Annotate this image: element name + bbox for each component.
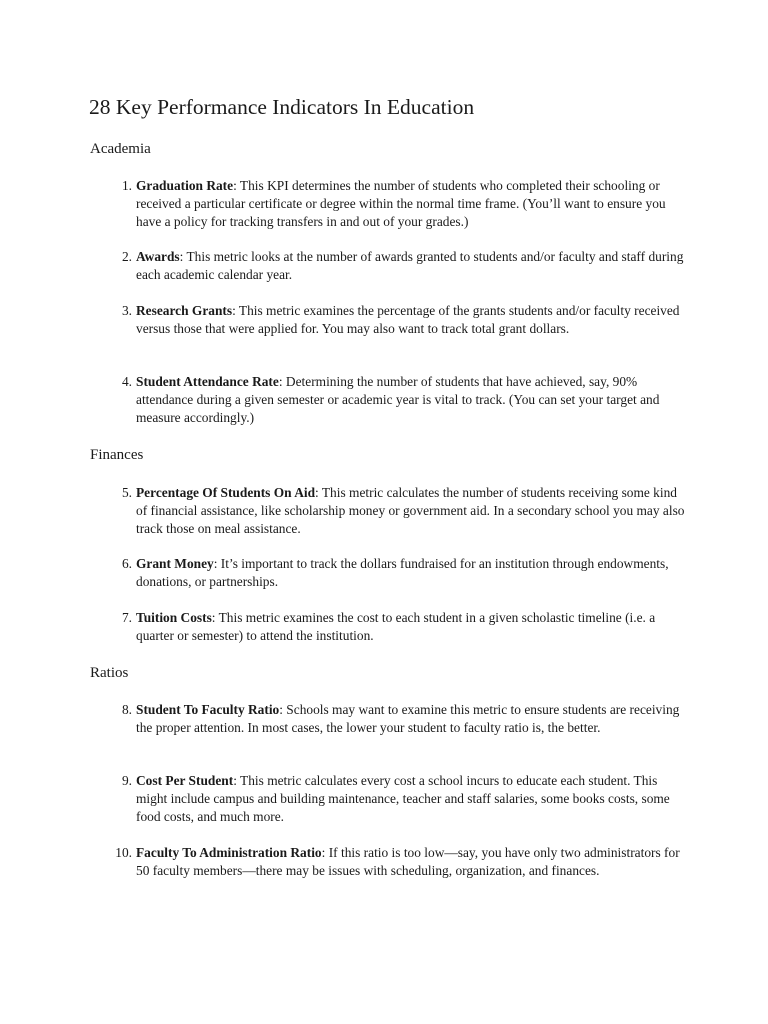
list-item-text (136, 844, 686, 880)
list-item-text (136, 701, 686, 737)
list-item-number: 7. (121, 610, 132, 625)
list-item-number: 1. (121, 178, 132, 193)
list-item (106, 248, 686, 284)
section-heading-finances: Finances (90, 447, 144, 463)
list-item-term: Research Grants (136, 303, 233, 318)
list-item (106, 177, 686, 231)
list-item-description: : Determining the number of students that have achieved, say, 90% attendance during a given semester or academic year is vital to track. (You can set your target and measure accordingly.) (136, 374, 660, 425)
list-item-term: Cost Per Student (136, 773, 234, 788)
list-item-term: Faculty To Administration Ratio (136, 845, 322, 860)
list-item-term: Student To Faculty Ratio (136, 702, 280, 717)
list-item-description: : This metric examines the cost to each student in a given scholastic timeline (i.e. a quarter or semester) to attend the institution. (136, 610, 656, 643)
list-item-text (136, 373, 686, 427)
list-item-text (136, 484, 686, 538)
list-item-number: 10. (115, 845, 132, 860)
list-item-term: Tuition Costs (136, 610, 212, 625)
list-item-description: : It’s important to track the dollars fundraised for an institution through endowments, donations, or partnerships. (136, 556, 669, 589)
list-item (106, 373, 686, 427)
list-item-number: 2. (121, 249, 132, 264)
list-item-description: : This metric calculates every cost a school incurs to educate each student. This might include campus and building maintenance, teacher and staff salaries, some books costs, some food costs, and much more. (136, 773, 670, 824)
section-heading-academia: Academia (90, 141, 151, 157)
list-item-description: : This metric examines the percentage of the grants students and/or faculty received versus those that were applied for. You may also want to track total grant dollars. (136, 303, 680, 336)
list-item (106, 609, 686, 645)
list-item-description: : This KPI determines the number of students who completed their schooling or received a particular certificate or degree within the normal time frame. (You’ll want to ensure you have a policy for tracking transfers in and out of your grades.) (136, 178, 666, 229)
list-item-description: : Schools may want to examine this metric to ensure students are receiving the proper attention. In most cases, the lower your student to faculty ratio is, the better. (136, 702, 680, 735)
list-item-text (136, 555, 686, 591)
list-item-number: 8. (121, 702, 132, 717)
section-heading-ratios: Ratios (90, 665, 129, 681)
list-item (106, 555, 686, 591)
list-item-number: 3. (121, 303, 132, 318)
list-item-description: : This metric looks at the number of awards granted to students and/or faculty and staff during each academic calendar year. (136, 249, 684, 282)
list-item-term: Grant Money (136, 556, 214, 571)
list-item-text (136, 302, 686, 338)
list-item (106, 772, 686, 826)
list-item (106, 701, 686, 737)
list-item (106, 302, 686, 338)
list-item-description: : If this ratio is too low—say, you have only two administrators for 50 faculty members—there may be issues with scheduling, organization, and finances. (136, 845, 680, 878)
list-item-number: 4. (121, 374, 132, 389)
list-item-text (136, 248, 686, 284)
list-item-number: 5. (121, 485, 132, 500)
list-item-term: Graduation Rate (136, 178, 234, 193)
list-item-text (136, 177, 686, 231)
list-item-number: 9. (121, 773, 132, 788)
list-item-term: Student Attendance Rate (136, 374, 279, 389)
list-item (106, 844, 686, 880)
list-item-term: Awards (136, 249, 180, 264)
list-item-number: 6. (121, 556, 132, 571)
list-item-text (136, 772, 686, 826)
document-title: 28 Key Performance Indicators In Education (89, 95, 475, 119)
list-item-term: Percentage Of Students On Aid (136, 485, 316, 500)
list-item (106, 484, 686, 538)
list-item-description: : This metric calculates the number of students receiving some kind of financial assistance, like scholarship money or government aid. In a secondary school you may also track those on meal assistance. (136, 485, 685, 536)
list-item-text (136, 609, 686, 645)
